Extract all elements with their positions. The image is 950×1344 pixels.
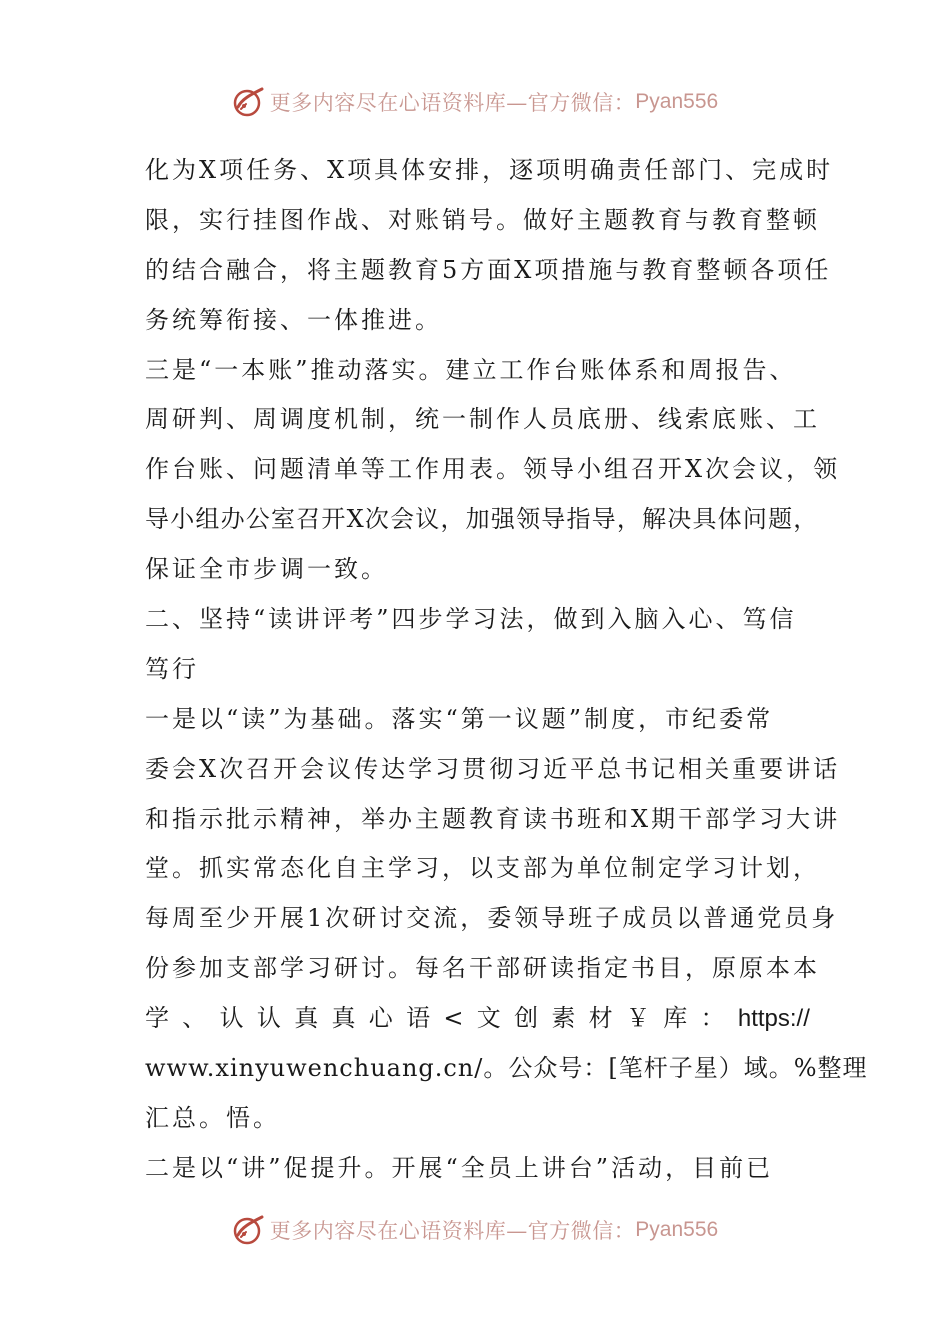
pen-logo-icon bbox=[232, 1213, 266, 1247]
char: 语 bbox=[406, 1004, 431, 1033]
char: 、 bbox=[182, 1004, 207, 1033]
char: 真 bbox=[294, 1004, 319, 1033]
char: 认 bbox=[219, 1004, 244, 1033]
text-line: 务统筹衔接、一体推进。 bbox=[145, 305, 442, 334]
text-line: 化为X项任务、X项具体安排，逐项明确责任部门、完成时 bbox=[145, 156, 834, 184]
banner-text: 更多内容尽在心语资料库—官方微信： bbox=[269, 1219, 636, 1243]
char: 学 bbox=[145, 1004, 169, 1033]
section-heading-cont: 笃行 bbox=[145, 654, 199, 683]
char: ￥ bbox=[625, 1004, 650, 1033]
text-line: 份参加支部学习研讨。每名干部研读指定书目，原原本本 bbox=[145, 954, 820, 983]
char: 材 bbox=[588, 1004, 613, 1033]
text-line: 的结合融合，将主题教育5方面X项措施与教育整顿各项任 bbox=[145, 255, 832, 284]
char: 真 bbox=[331, 1004, 356, 1033]
text-line: 导小组办公室召开X次会议，加强领导指导，解决具体问题， bbox=[145, 505, 819, 534]
header-banner bbox=[0, 82, 950, 122]
text-line: 和指示批示精神，举办主题教育读书班和X期干部学习大讲 bbox=[145, 804, 841, 833]
text-line: 保证全市步调一致。 bbox=[145, 555, 388, 584]
url-line: www.xinyuwenchuang.cn/。公众号：[笔杆子星）域。%整理 bbox=[145, 1054, 868, 1083]
banner-wechat-id: Pyan556 bbox=[635, 90, 719, 113]
char: 素 bbox=[551, 1004, 576, 1033]
pen-logo-icon bbox=[232, 85, 266, 119]
text-line: 汇总。悟。 bbox=[145, 1103, 280, 1132]
footer-banner bbox=[0, 1210, 950, 1250]
url-fragment: https:// bbox=[737, 1005, 810, 1033]
text-line: 一是以“读”为基础。落实“第一议题”制度，市纪委常 bbox=[145, 704, 774, 733]
char: ： bbox=[700, 1004, 725, 1033]
text-line: 限，实行挂图作战、对账销号。做好主题教育与教育整顿 bbox=[145, 205, 820, 234]
text-line: 三是“一本账”推动落实。建立工作台账体系和周报告、 bbox=[145, 355, 797, 384]
banner-text: 更多内容尽在心语资料库—官方微信： bbox=[269, 91, 636, 115]
text-line: 堂。抓实常态化自主学习，以支部为单位制定学习计划， bbox=[145, 854, 820, 883]
char: 文 bbox=[476, 1004, 501, 1033]
section-heading: 二、坚持“读讲评考”四步学习法，做到入脑入心、笃信 bbox=[145, 605, 797, 634]
spread-text-line bbox=[145, 994, 810, 1044]
banner-wechat-id: Pyan556 bbox=[635, 1218, 719, 1241]
text-line: 委会X次召开会议传达学习贯彻习近平总书记相关重要讲话 bbox=[145, 754, 841, 783]
document-body bbox=[145, 146, 868, 1194]
char: 库 bbox=[663, 1004, 688, 1033]
text-line: 作台账、问题清单等工作用表。领导小组召开X次会议，领 bbox=[145, 455, 841, 484]
char: 认 bbox=[256, 1004, 281, 1033]
char: 创 bbox=[514, 1004, 539, 1033]
text-line: 每周至少开展1次研讨交流，委领导班子成员以普通党员身 bbox=[145, 904, 839, 933]
char: < bbox=[443, 1004, 464, 1033]
text-line: 二是以“讲”促提升。开展“全员上讲台”活动，目前已 bbox=[145, 1153, 774, 1182]
char: 心 bbox=[368, 1004, 393, 1033]
text-line: 周研判、周调度机制，统一制作人员底册、线索底账、工 bbox=[145, 405, 820, 434]
